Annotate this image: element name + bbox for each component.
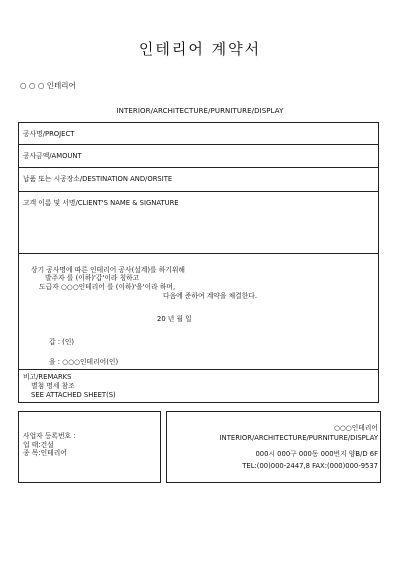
business-info-box [18, 411, 161, 483]
contractor-address: 000시 000구 000동 000번지 양B/D 6F [255, 450, 378, 458]
contract-date: 20 년 월 일 [157, 315, 192, 323]
remarks-line-1: 별첨 명세 참조 [31, 382, 75, 390]
agreement-line-4: 다음에 준하여 계약을 체결한다. [163, 292, 257, 300]
contractor-phone-fax: TEL:(00)000-2447,8 FAX:(000)000-9537 [242, 462, 378, 470]
business-type: 업 태:건설 [23, 441, 54, 449]
document-title: 인테리어 계약서 [138, 40, 262, 58]
contract-form [18, 122, 379, 403]
party-eul-signature: 을 : ○○○인테리어(인) [49, 358, 119, 366]
agreement-section [19, 254, 378, 370]
company-name: ○ ○ ○ 인테리어 [20, 81, 76, 90]
destination-row [19, 168, 378, 192]
destination-label: 납품 또는 시공장소/DESTINATION AND/ORSITE [23, 175, 173, 183]
agreement-line-1: 상기 공사명에 따른 인테리어 공사(설계)를 하기위해 [31, 266, 185, 274]
project-label: 공사명/PROJECT [23, 130, 75, 138]
contractor-name: ○○○인테리어 [333, 424, 378, 432]
client-row [19, 192, 378, 254]
client-label: 고객 이름 및 서명/CLIENT'S NAME & SIGNATURE [23, 199, 179, 207]
agreement-line-3: 도급자 ○○○인테리어 를 (이하)'을'이라 하며, [39, 283, 176, 291]
amount-row [19, 145, 378, 168]
business-registration-number: 사업자 등록번호 : [23, 432, 76, 440]
remarks-line-2: SEE ATTACHED SHEET(S) [31, 391, 116, 399]
business-category-line: INTERIOR/ARCHITECTURE/PURNITURE/DISPLAY [116, 107, 284, 115]
amount-label: 공사금액/AMOUNT [23, 152, 82, 160]
agreement-line-2: 발주자 를 (이하)'갑'이라 칭하고 [45, 274, 140, 282]
remarks-label: 비고/REMARKS [23, 373, 72, 381]
contractor-business-line: INTERIOR/ARCHITECTURE/PURNITURE/DISPLAY [219, 434, 378, 442]
project-row [19, 123, 378, 145]
party-gap-signature: 갑 : (인) [49, 338, 75, 346]
business-item: 종 목:인테리어 [23, 449, 67, 457]
contractor-info-box [166, 411, 381, 483]
